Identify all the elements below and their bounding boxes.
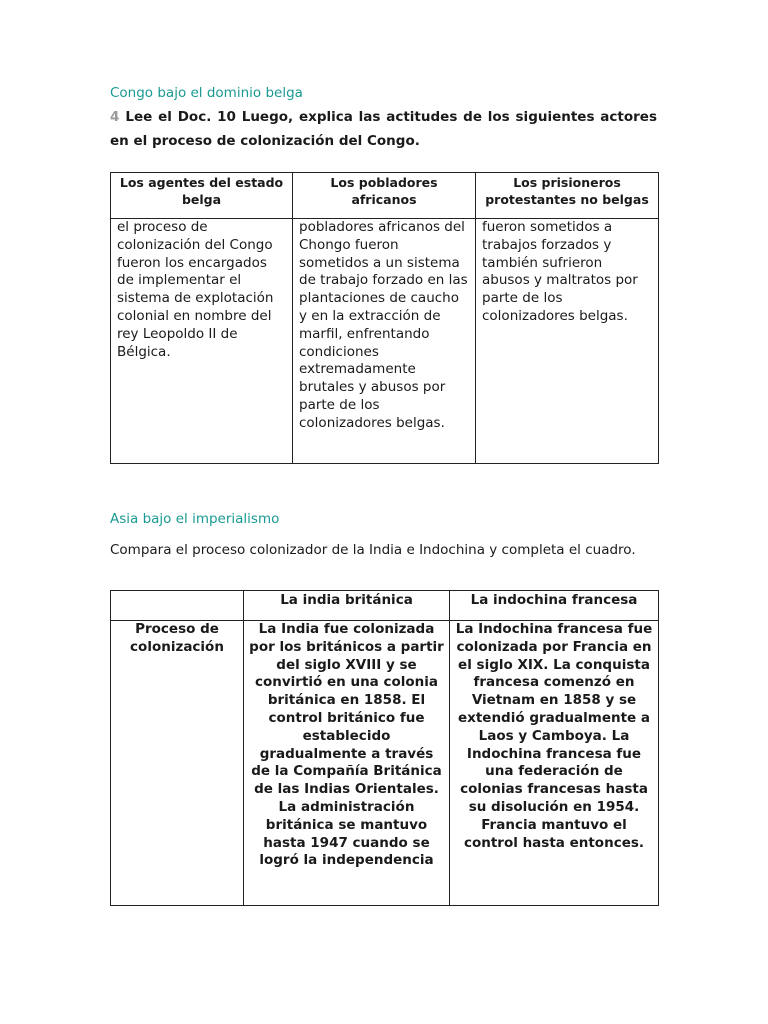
- congo-cell-pobladores: pobladores africanos del Chongo fueron sometidos a un sistema de trabajo forzado en las plantaciones de caucho y en la extracción de marfil, enfrentando condiciones extremadamente brutales y abusos por parte de los colonizadores belgas.: [293, 219, 476, 464]
- asia-instruction: Compara el proceso colonizador de la India e Indochina y completa el cuadro.: [110, 542, 636, 558]
- congo-col-agentes: Los agentes del estado belga: [111, 173, 293, 219]
- congo-instruction-text: Lee el Doc. 10 Luego, explica las actitudes de los siguientes actores en el proceso de colonización del Congo.: [110, 109, 657, 149]
- asia-cell-indochina: La Indochina francesa fue colonizada por Francia en el siglo XIX. La conquista francesa comenzó en Vietnam en 1858 y se extendió gradualmente a Laos y Camboya. La Indochina francesa fue una federación de colonias francesas hasta su disolución en 1954. Francia mantuvo el control hasta entonces.: [450, 621, 659, 906]
- congo-table-header-row: [111, 173, 659, 219]
- asia-cell-india: La India fue colonizada por los británicos a partir del siglo XVIII y se convirtió en una colonia británica en 1858. El control británico fue establecido gradualmente a través de la Compañía Británica de las Indias Orientales. La administración británica se mantuvo hasta 1947 cuando se logró la independencia: [244, 621, 450, 906]
- congo-table-row: [111, 219, 659, 464]
- asia-table-header-row: [111, 591, 659, 621]
- congo-col-prisioneros: Los prisioneros protestantes no belgas: [476, 173, 659, 219]
- congo-instruction: [110, 105, 657, 153]
- congo-table: [110, 172, 659, 464]
- asia-table-row: [111, 621, 659, 906]
- asia-col-empty: [111, 591, 244, 621]
- congo-cell-prisioneros: fueron sometidos a trabajos forzados y también sufrieron abusos y maltratos por parte de los colonizadores belgas.: [476, 219, 659, 464]
- congo-col-pobladores: Los pobladores africanos: [293, 173, 476, 219]
- congo-heading: Congo bajo el dominio belga: [110, 85, 303, 101]
- asia-table: [110, 590, 659, 906]
- asia-row-label: Proceso de colonización: [111, 621, 244, 906]
- congo-cell-agentes: el proceso de colonización del Congo fueron los encargados de implementar el sistema de explotación colonial en nombre del rey Leopoldo II de Bélgica.: [111, 219, 293, 464]
- asia-heading: Asia bajo el imperialismo: [110, 511, 280, 527]
- question-number: 4: [110, 109, 120, 125]
- asia-col-indochina: La indochina francesa: [450, 591, 659, 621]
- asia-col-india: La india británica: [244, 591, 450, 621]
